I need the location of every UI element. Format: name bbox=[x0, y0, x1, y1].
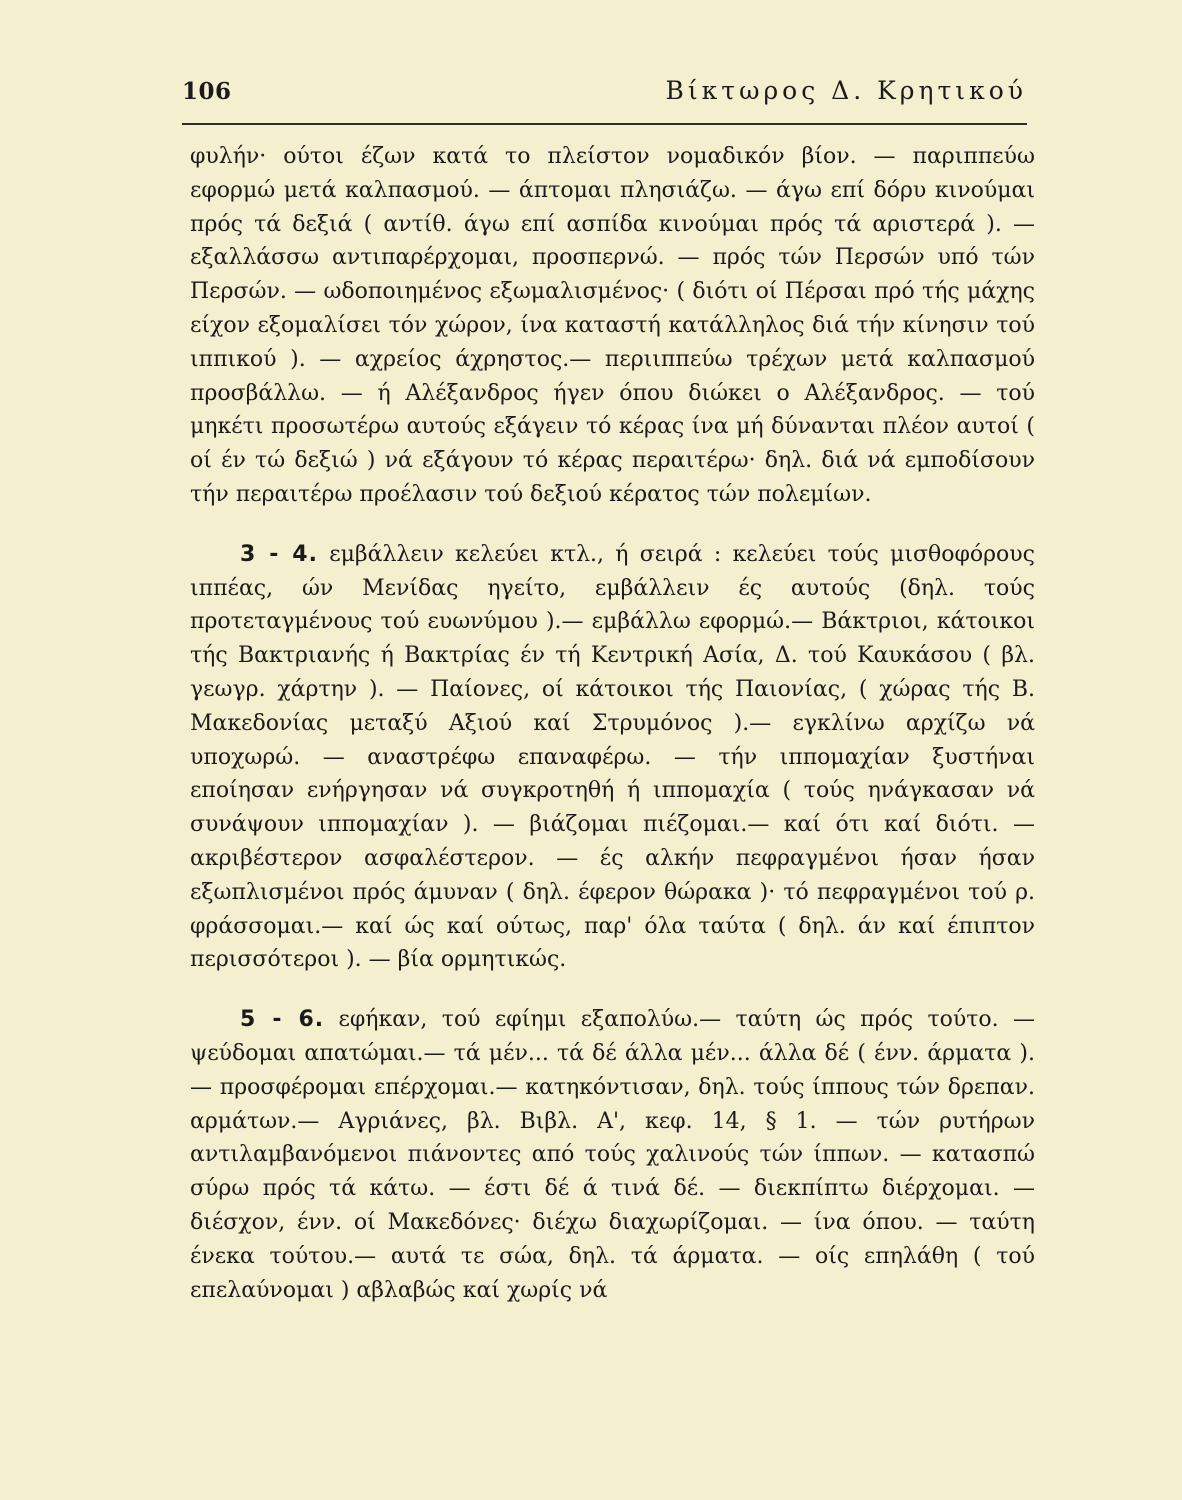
commentary-body bbox=[190, 140, 1035, 1307]
commentary-paragraph bbox=[190, 1003, 1035, 1307]
page-number: 106 bbox=[182, 78, 232, 105]
page-header bbox=[182, 70, 1027, 112]
paragraph-text: εφήκαν, τού εφίημι εξαπολύω.— ταύτη ώς πρός τούτο. — ψεύδομαι απατώμαι.— τά μέν... τά δέ άλλα μέν... άλλα δέ ( ένν. άρματα ). — προσφέρομαι επέρχομαι.— κατηκόντισαν, δηλ. τούς ίππους τών δρεπαν. αρμάτων.— Αγριάνες, βλ. Βιβλ. Α', κεφ. 14, § 1. — τών ρυτήρων αντιλαμβανόμενοι πιάνοντες από τούς χαλινούς τών ίππων. — κατασπώ σύρω πρός τά κάτω. — έστι δέ ά τινά δέ. — διεκπίπτω διέρχομαι. — διέσχον, ένν. οί Μακεδόνες· διέχω διαχωρίζομαι. — ίνα όπου. — ταύτη ένεκα τούτου.— αυτά τε σώα, δηλ. τά άρματα. — οίς επηλάθη ( τού επελαύνομαι ) αβλαβώς καί χωρίς νά bbox=[190, 1007, 1035, 1303]
paragraph-text: εμβάλλειν κελεύει κτλ., ή σειρά : κελεύει τούς μισθοφόρους ιππέας, ών Μενίδας ηγείτο, εμβάλλειν ές αυτούς (δηλ. τούς προτεταγμένους τού ευωνύμου ).— εμβάλλω εφορμώ.— Βάκτριοι, κάτοικοι τής Βακτριανής ή Βακτρίας έν τή Κεντρική Ασία, Δ. τού Καυκάσου ( βλ. γεωγρ. χάρτην ). — Παίονες, οί κάτοικοι τής Παιονίας, ( χώρας τής Β. Μακεδονίας μεταξύ Αξιού καί Στρυμόνος ).— εγκλίνω αρχίζω νά υποχωρώ. — αναστρέφω επαναφέρω. — τήν ιππομαχίαν ξυστήναι εποίησαν ενήργησαν νά συγκροτηθή ή ιππομαχία ( τούς ηνάγκασαν νά συνάψουν ιππομαχίαν ). — βιάζομαι πιέζομαι.— καί ότι καί διότι. — ακριβέστερον ασφαλέστερον. — ές αλκήν πεφραγμένοι ήσαν ήσαν εξωπλισμένοι πρός άμυναν ( δηλ. έφερον θώρακα )· τό πεφραγμένοι τού ρ. φράσσομαι.— καί ώς καί ούτως, παρ' όλα ταύτα ( δηλ. άν καί έπιπτον περισσότεροι ). — βία ορμητικώς. bbox=[190, 541, 1035, 973]
paragraph-text: φυλήν· ούτοι έζων κατά το πλείστον νομαδικόν βίον. — παριππεύω εφορμώ μετά καλπασμού. — άπτομαι πλησιάζω. — άγω επί δόρυ κινούμαι πρός τά δεξιά ( αντίθ. άγω επί ασπίδα κινούμαι πρός τά αριστερά ). — εξαλλάσσω αντιπαρέρχομαι, προσπερνώ. — πρός τών Περσών υπό τών Περσών. — ωδοποιημένος εξωμαλισμένος· ( διότι οί Πέρσαι πρό τής μάχης είχον εξομαλίσει τόν χώρον, ίνα καταστή κατάλληλος διά τήν κίνησιν τού ιππικού ). — αχρείος άχρηστος.— περιιππεύω τρέχων μετά καλπασμού προσβάλλω. — ή Αλέξανδρος ήγεν όπου διώκει ο Αλέξανδρος. — τού μηκέτι προσωτέρω αυτούς εξάγειν τό κέρας ίνα μή δύνανται πλέον αυτοί ( οί έν τώ δεξιώ ) νά εξάγουν τό κέρας περαιτέρω· δηλ. διά νά εμποδίσουν τήν περαιτέρω προέλασιν τού δεξιού κέρατος τών πολεμίων. bbox=[190, 144, 1035, 507]
commentary-paragraph bbox=[190, 140, 1035, 512]
section-marker: 3 - 4. bbox=[240, 541, 318, 567]
section-marker: 5 - 6. bbox=[240, 1007, 325, 1033]
header-rule bbox=[182, 123, 1027, 125]
commentary-paragraph bbox=[190, 538, 1035, 977]
running-title: Βίκτωρος Δ. Κρητικού bbox=[665, 76, 1027, 105]
